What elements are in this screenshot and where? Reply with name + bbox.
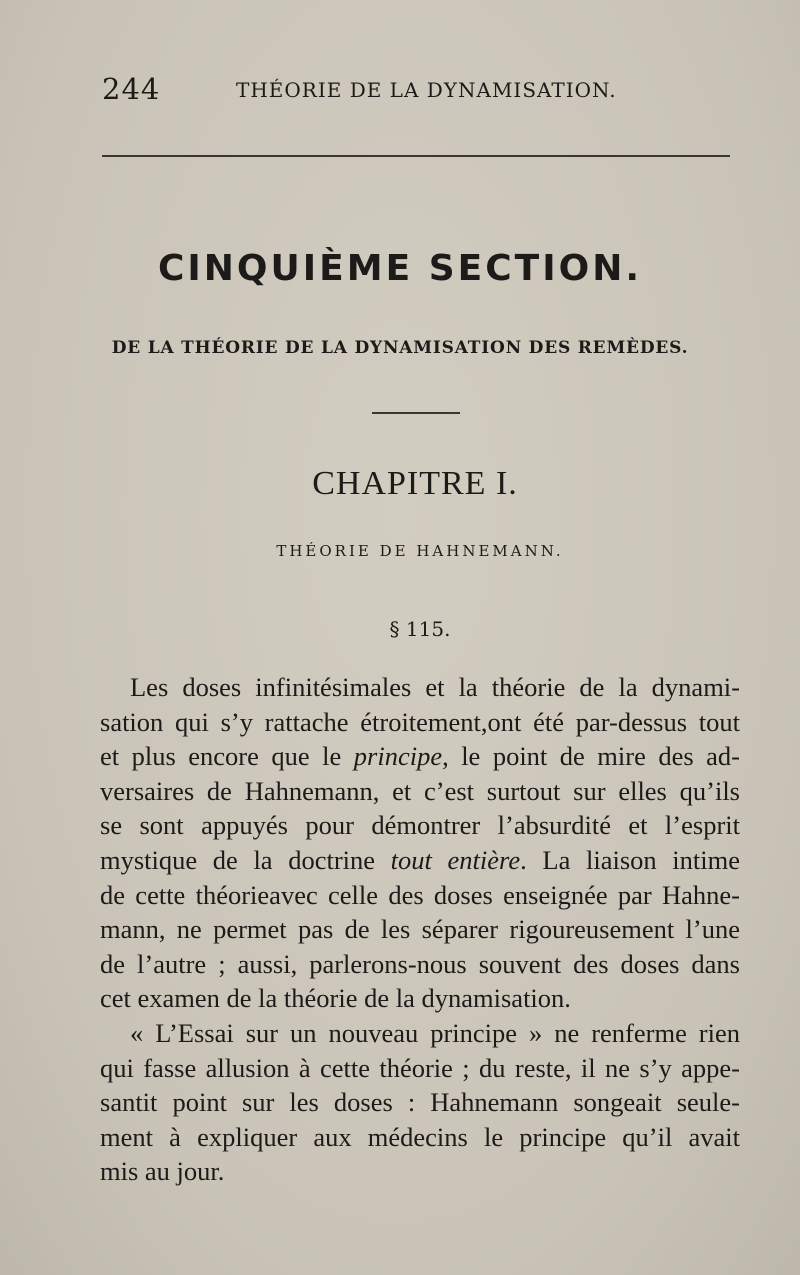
body-text [100,670,740,1189]
text-line: mis au jour. [100,1156,225,1187]
section-title: CINQUIÈME SECTION. [157,248,642,289]
text-line: se sont appuyés pour démontrer l’absurdité et l’esprit [100,810,740,841]
chapter-subtitle: THÉORIE DE HAHNEMANN. [276,542,564,560]
text-line: santit point sur les doses : Hahnemann songeait seule- [100,1087,740,1118]
text-line: Les doses infinitésimales et la théorie de la dynami- [130,672,740,702]
text-run: . La liaison intime [520,844,740,875]
header-rule [102,155,730,157]
text-line: mann, ne permet pas de les séparer rigoureusement l’une [100,914,740,945]
italic-run: principe [353,741,443,772]
section-subtitle: DE LA THÉORIE DE LA DYNAMISATION DES REMÈDES. [111,338,689,358]
text-line: de l’autre ; aussi, parlerons-nous souvent des doses dans [100,948,740,979]
text-line [100,843,740,878]
italic-run: tout entière [390,844,521,875]
text-line: versaires de Hahnemann, et c’est surtout sur elles qu’ils [100,775,740,806]
page-number: 244 [102,72,161,106]
text-line: cet examen de la théorie de la dynamisation. [100,983,571,1014]
text-line [100,739,740,774]
chapter-title: CHAPITRE I. [312,465,518,502]
running-head [102,72,732,112]
text-run: mystique de la doctrine [100,844,391,875]
paragraph-number: § 115. [389,617,451,641]
text-line: ment à expliquer aux médecins le principe qu’il avait [100,1121,740,1152]
text-run: , le point de mire des ad- [442,741,740,772]
text-line: de cette théorieavec celle des doses enseignée par Hahne- [100,879,740,910]
running-title: THÉORIE DE LA DYNAMISATION. [236,78,617,102]
text-line: sation qui s’y rattache étroitement,ont été par-dessus tout [100,706,740,737]
text-line: qui fasse allusion à cette théorie ; du reste, il ne s’y appe- [100,1052,740,1083]
text-line: « L’Essai sur un nouveau principe » ne renferme rien [130,1017,740,1048]
text-run: et plus encore que le [100,741,354,772]
separator-rule [372,412,460,414]
